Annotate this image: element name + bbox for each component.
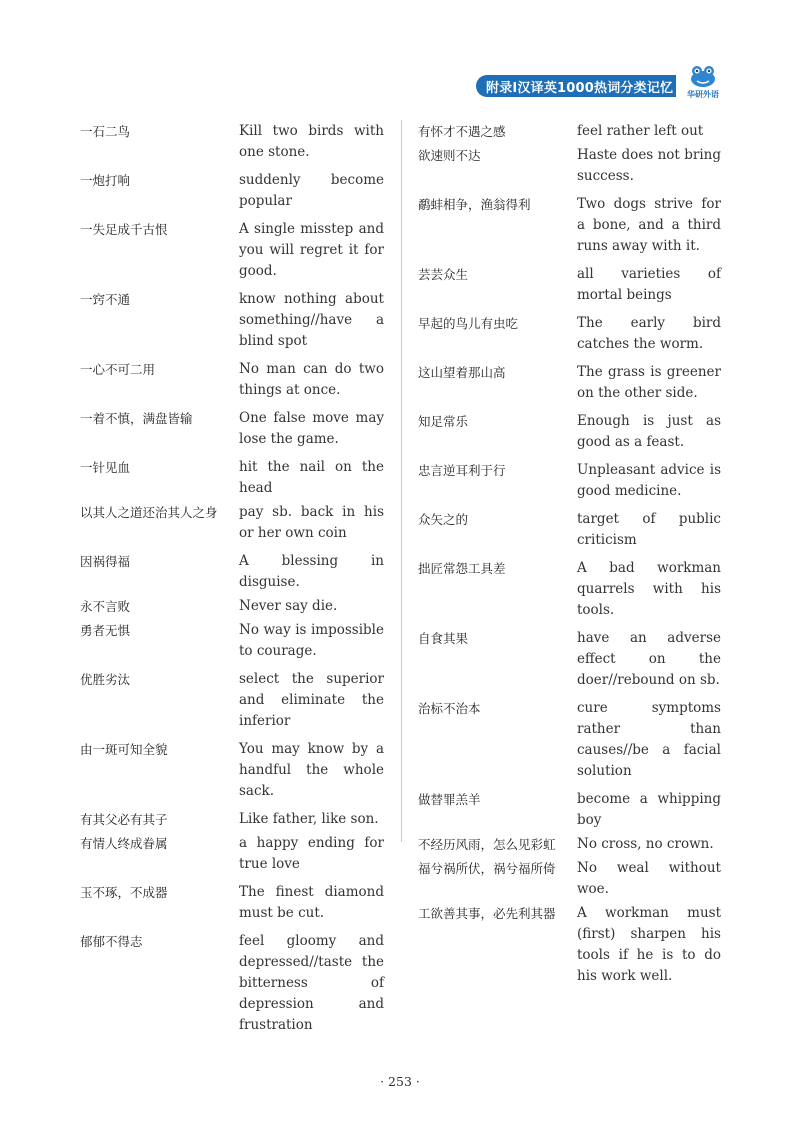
phrase-entry <box>80 219 390 282</box>
english-translation: Kill two birds with one stone. <box>239 123 384 160</box>
phrase-entry <box>418 558 726 621</box>
chinese-phrase: 一心不可二用 <box>80 362 156 377</box>
chinese-phrase: 一针见血 <box>80 460 131 475</box>
english-translation: No weal without woe. <box>577 860 721 897</box>
english-translation: suddenly become popular <box>239 172 384 209</box>
phrase-entry <box>418 628 726 691</box>
right-column <box>418 121 726 990</box>
phrase-entry <box>80 739 390 802</box>
english-translation: feel gloomy and depressed//taste the bitterness of depression and frustration <box>239 933 384 1033</box>
phrase-entry <box>80 551 390 593</box>
english-translation: all varieties of mortal beings <box>577 266 721 303</box>
english-translation: Never say die. <box>239 598 338 614</box>
phrase-entry <box>418 858 726 900</box>
chinese-phrase: 不经历风雨，怎么见彩虹 <box>418 837 556 852</box>
phrase-entry <box>80 289 390 352</box>
phrase-entry <box>80 170 390 212</box>
phrase-entry <box>418 903 726 987</box>
english-translation: A workman must (first) sharpen his tools if he is to do his work well. <box>577 905 721 984</box>
english-translation: A bad workman quarrels with his tools. <box>577 560 721 618</box>
english-translation: a happy ending for true love <box>239 835 384 872</box>
phrase-entry <box>80 121 390 163</box>
chinese-phrase: 工欲善其事，必先利其器 <box>418 906 556 921</box>
chinese-phrase: 自食其果 <box>418 631 469 646</box>
chinese-phrase: 早起的鸟儿有虫吃 <box>418 316 519 331</box>
chinese-phrase: 福兮祸所伏，祸兮福所倚 <box>418 861 556 876</box>
chinese-phrase: 众矢之的 <box>418 512 469 527</box>
phrase-entry <box>80 809 390 830</box>
phrase-entry <box>80 669 390 732</box>
chinese-phrase: 郁郁不得志 <box>80 934 143 949</box>
section-banner <box>476 75 676 97</box>
english-translation: The grass is greener on the other side. <box>577 364 721 401</box>
english-translation: The finest diamond must be cut. <box>239 884 384 921</box>
english-translation: select the superior and eliminate the inferior <box>239 671 384 729</box>
english-translation: have an adverse effect on the doer//rebound on sb. <box>577 630 721 688</box>
english-translation: become a whipping boy <box>577 791 721 828</box>
chinese-phrase: 以其人之道还治其人之身 <box>80 505 218 520</box>
column-divider <box>401 120 402 842</box>
chinese-phrase: 这山望着那山高 <box>418 365 506 380</box>
chinese-phrase: 治标不治本 <box>418 701 481 716</box>
english-translation: hit the nail on the head <box>239 459 384 496</box>
english-translation: A blessing in disguise. <box>239 553 384 590</box>
chinese-phrase: 一窍不通 <box>80 292 131 307</box>
phrase-entry <box>418 834 726 855</box>
english-translation: feel rather left out <box>577 123 704 139</box>
phrase-entry <box>418 313 726 355</box>
phrase-entry <box>80 359 390 401</box>
english-translation: Enough is just as good as a feast. <box>577 413 721 450</box>
chinese-phrase: 一石二鸟 <box>80 124 131 139</box>
phrase-entry <box>80 931 390 1036</box>
english-translation: A single misstep and you will regret it for good. <box>239 221 384 279</box>
english-translation: One false move may lose the game. <box>239 410 384 447</box>
publisher-logo <box>680 64 726 102</box>
logo-caption: 华研外语 <box>687 90 719 99</box>
chinese-phrase: 勇者无惧 <box>80 623 131 638</box>
english-translation: The early bird catches the worm. <box>577 315 721 352</box>
frog-logo-icon <box>688 64 718 88</box>
phrase-entry <box>80 408 390 450</box>
english-translation: target of public criticism <box>577 511 721 548</box>
english-translation: You may know by a handful the whole sack. <box>239 741 384 799</box>
phrase-entry <box>418 509 726 551</box>
chinese-phrase: 一失足成千古恨 <box>80 222 168 237</box>
english-translation: No way is impossible to courage. <box>239 622 384 659</box>
chinese-phrase: 有其父必有其子 <box>80 812 168 827</box>
chinese-phrase: 做替罪羔羊 <box>418 792 481 807</box>
phrase-entry <box>80 882 390 924</box>
english-translation: Haste does not bring success. <box>577 147 721 184</box>
chinese-phrase: 鹬蚌相争，渔翁得利 <box>418 197 531 212</box>
chinese-phrase: 一着不慎，满盘皆输 <box>80 411 193 426</box>
phrase-entry <box>418 145 726 187</box>
english-translation: No cross, no crown. <box>577 836 714 852</box>
english-translation: Unpleasant advice is good medicine. <box>577 462 721 499</box>
page-number: · 253 · <box>380 1074 420 1089</box>
chinese-phrase: 知足常乐 <box>418 414 469 429</box>
phrase-entry <box>418 362 726 404</box>
english-translation: cure symptoms rather than causes//be a facial solution <box>577 700 721 779</box>
phrase-entry <box>80 596 390 617</box>
chinese-phrase: 拙匠常怨工具差 <box>418 561 506 576</box>
chinese-phrase: 因祸得福 <box>80 554 131 569</box>
chinese-phrase: 由一斑可知全貌 <box>80 742 168 757</box>
phrase-entry <box>418 698 726 782</box>
chinese-phrase: 优胜劣汰 <box>80 672 131 687</box>
left-column <box>80 121 390 1039</box>
phrase-entry <box>418 194 726 257</box>
section-title: 附录Ⅰ汉译英1000热词分类记忆 <box>486 80 674 96</box>
phrase-entry <box>80 620 390 662</box>
phrase-entry <box>418 121 726 142</box>
chinese-phrase: 有情人终成眷属 <box>80 836 168 851</box>
phrase-entry <box>418 789 726 831</box>
phrase-entry <box>418 460 726 502</box>
phrase-entry <box>80 833 390 875</box>
english-translation: Two dogs strive for a bone, and a third runs away with it. <box>577 196 721 254</box>
english-translation: No man can do two things at once. <box>239 361 384 398</box>
chinese-phrase: 有怀才不遇之感 <box>418 124 506 139</box>
chinese-phrase: 欲速则不达 <box>418 148 481 163</box>
phrase-entry <box>80 457 390 499</box>
chinese-phrase: 忠言逆耳利于行 <box>418 463 506 478</box>
phrase-entry <box>418 264 726 306</box>
chinese-phrase: 芸芸众生 <box>418 267 469 282</box>
english-translation: pay sb. back in his or her own coin <box>239 504 384 541</box>
chinese-phrase: 一炮打响 <box>80 173 131 188</box>
english-translation: Like father, like son. <box>239 811 379 827</box>
phrase-entry <box>418 411 726 453</box>
english-translation: know nothing about something//have a blind spot <box>239 291 384 349</box>
chinese-phrase: 永不言败 <box>80 599 131 614</box>
chinese-phrase: 玉不琢，不成器 <box>80 885 168 900</box>
phrase-entry <box>80 502 390 544</box>
